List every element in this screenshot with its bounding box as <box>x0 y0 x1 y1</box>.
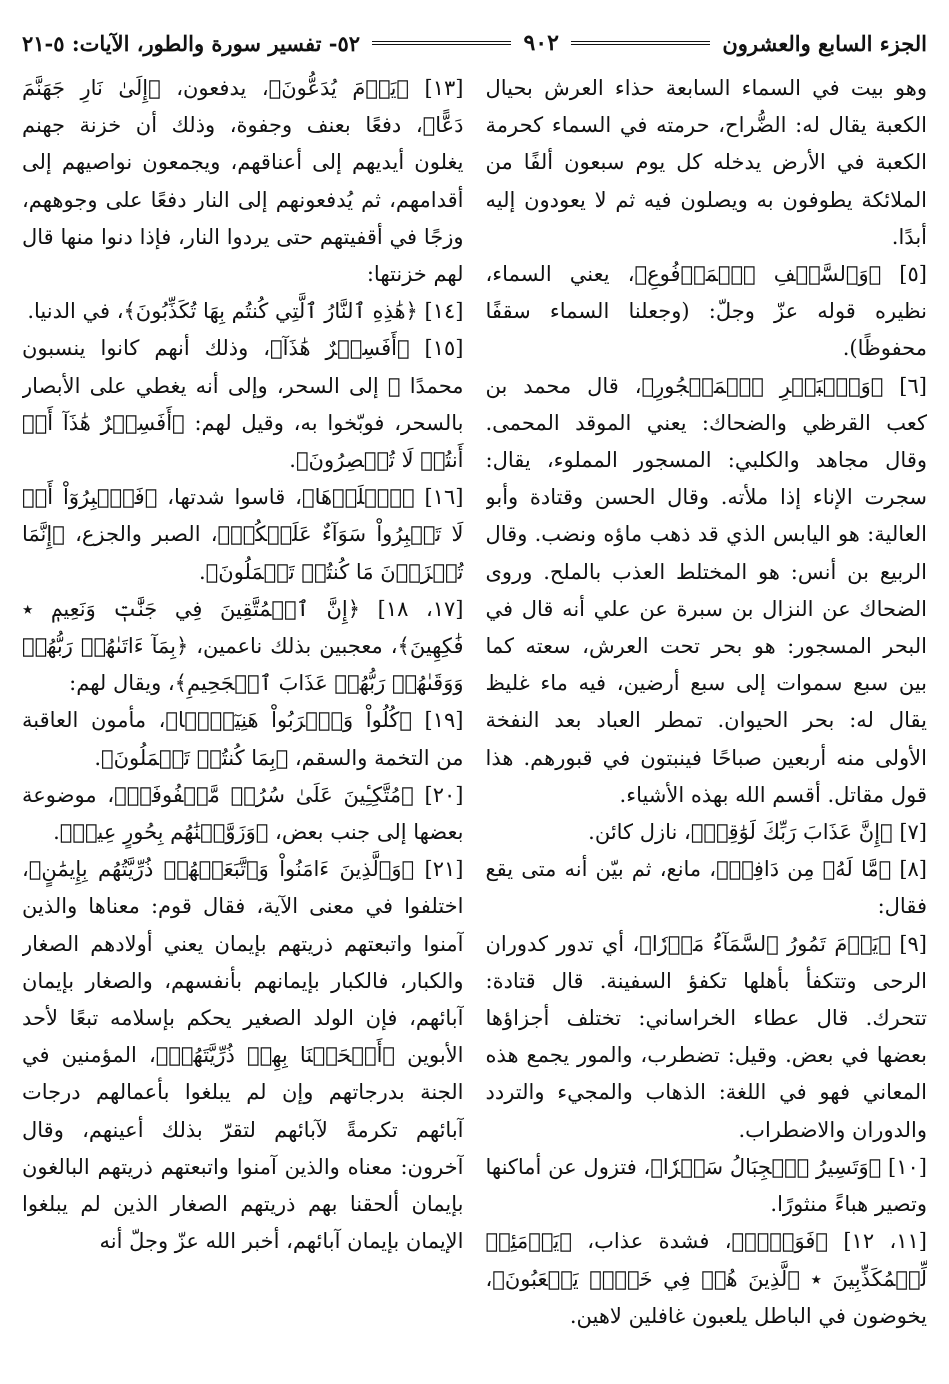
paragraph: [٩] ﴿يَوۡمَ تَمُورُ ٱلسَّمَآءُ مَوۡرٗا﴾، أي تدور كدوران الرحى وتتكفأ بأهلها تكفؤ السفينة. قال قتادة: تتحرك. قال عطاء الخراساني: تختلف أجزاؤها بعضها في بعض. وقيل: تضطرب، والمور يجمع هذه المعاني فهو في اللغة: الذهاب والمجيء والتردد والدوران والاضطراب. <box>485 931 927 1142</box>
paragraph: [١٠] ﴿وَتَسِيرُ ٱلۡجِبَالُ سَيۡرٗا﴾، فتزول عن أماكنها وتصير هباءً منثورًا. <box>485 1154 927 1217</box>
paragraph: [٨] ﴿مَّا لَهُۥ مِن دَافِعٖ﴾، مانع، ثم بيّن أنه متى يقع فقال: <box>485 857 927 919</box>
page-number: ٩٠٢ <box>523 30 559 56</box>
paragraph: [٢١] ﴿وَٱلَّذِينَ ءَامَنُواْ وَٱتَّبَعَتۡهُمۡ ذُرِّيَّتُهُم بِإِيمَٰنٍ﴾، اختلفوا في معنى الآية، فقال قوم: معناها والذين آمنوا واتبعتهم ذريتهم بإيمان يعني أولادهم الصغار والكبار، فالكبار بإيمانهم بأنفسهم، والصغار بإيمان آبائهم، فإن الولد الصغير يحكم بإسلامه تبعًا لأحد الأبوين ﴿أَلۡحَقۡنَا بِهِمۡ ذُرِّيَّتَهُمۡ﴾، المؤمنين في الجنة بدرجاتهم وإن لم يبلغوا بأعمالهم درجات آبائهم تكرمةً لآبائهم لتقرّ بذلك أعينهم، وقال آخرون: معناه والذين آمنوا واتبعتهم ذريتهم البالغون بإيمان ألحقنا بهم ذريتهم الصغار الذين لم يبلغوا الإيمان بإيمان آبائهم، أخبر الله عزّ وجلّ أنه <box>22 857 464 1254</box>
paragraph: [٧] ﴿إِنَّ عَذَابَ رَبِّكَ لَوَٰقِعٞ﴾، نازل كائن. <box>588 820 927 845</box>
paragraph: [١٥] ﴿أَفَسِحۡرٌ هَٰذَآ﴾، وذلك أنهم كانوا ينسبون محمدًا ﷺ إلى السحر، وإلى أنه يغطي على الأبصار بالسحر، فوبّخوا به، وقيل لهم: ﴿أَفَسِحۡرٌ هَٰذَآ أَمۡ أَنتُمۡ لَا تُبۡصِرُونَ﴾. <box>22 336 464 473</box>
header-rule-left <box>372 41 511 45</box>
paragraph: وهو بيت في السماء السابعة حذاء العرش بحيال الكعبة يقال له: الضُّراح، حرمته في السماء كحرمة الكعبة في الأرض يدخله كل يوم سبعون ألفًا من الملائكة يطوفون به ويصلون فيه ثم لا يعودون إليه أبدًا. <box>485 76 927 249</box>
paragraph: [١٣] ﴿يَوۡمَ يُدَعُّونَ﴾، يدفعون، ﴿إِلَىٰ نَارِ جَهَنَّمَ دَعًّا﴾، دفعًا بعنف وجفوة، وذلك أن خزنة جهنم يغلون أيديهم إلى أعناقهم، ويجمعون نواصيهم إلى أقدامهم، ثم يُدفعونهم إلى النار دفعًا على وجوههم، وزجًا في أقفيتهم حتى يردوا النار، فإذا دنوا منها قال لهم خزنتها: <box>22 76 464 287</box>
running-header <box>22 26 927 60</box>
paragraph: [٥] ﴿وَٱلسَّقۡفِ ٱلۡمَرۡفُوعِ﴾، يعني السماء، نظيره قوله عزّ وجلّ: (وجعلنا السماء سقفًا محفوظًا). <box>485 262 927 361</box>
paragraph: [١٩] ﴿كُلُواْ وَٱشۡرَبُواْ هَنِيٓـَٔۢا﴾، مأمون العاقبة من التخمة والسقم، ﴿بِمَا كُنتُمۡ تَعۡمَلُونَ﴾. <box>22 708 464 770</box>
paragraph: [٢٠] ﴿مُتَّكِـِٔينَ عَلَىٰ سُرُرٖ مَّصۡفُوفَةٖ﴾، موضوعة بعضها إلى جنب بعض، ﴿وَزَوَّجۡنَٰهُم بِحُورٍ عِينٖ﴾. <box>22 782 464 845</box>
header-surah-title: ٥٢- تفسير سورة والطور، الآيات: ٥-٢١ <box>21 30 361 56</box>
header-part-title: الجزء السابع والعشرون <box>722 30 927 56</box>
paragraph: [١٧، ١٨] ﴿إِنَّ ٱلۡمُتَّقِينَ فِي جَنَّٰتٖ وَنَعِيمٖ ٭ فَٰكِهِينَ﴾، معجبين بذلك ناعمين، ﴿بِمَآ ءَاتَىٰهُمۡ رَبُّهُمۡ وَوَقَىٰهُمۡ رَبُّهُمۡ عَذَابَ ٱلۡجَحِيمِ﴾، ويقال لهم: <box>22 596 464 696</box>
paragraph: [٦] ﴿وَٱلۡبَحۡرِ ٱلۡمَسۡجُورِ﴾، قال محمد بن كعب القرظي والضحاك: يعني الموقد المحمى. وقال مجاهد والكلبي: المسجور المملوء، يقال: سجرت الإناء إذا ملأته. وقال الحسن وقتادة وأبو العالية: هو اليابس الذي قد ذهب ماؤه ونضب. وقال الربيع بن أنس: هو المختلط العذب بالملح. وروى الضحاك عن النزال بن سبرة عن علي أنه قال في البحر المسجور: هو بحر تحت العرش، سعته كما بين سبع سموات إلى سبع أرضين، فيه ماء غليظ يقال له: بحر الحيوان. تمطر العباد بعد النفخة الأولى منه أربعين صباحًا فينبتون في قبورهم. هذا قول مقاتل. أقسم الله بهذه الأشياء. <box>485 373 927 807</box>
paragraph: [١٤] ﴿هَٰذِهِ ٱلنَّارُ ٱلَّتِي كُنتُم بِهَا تُكَذِّبُونَ﴾، في الدنيا. <box>27 299 464 324</box>
header-rule-right <box>571 41 710 45</box>
paragraph: [١٦] ﴿ٱصۡلَوۡهَا﴾، قاسوا شدتها، ﴿فَٱصۡبِرُوٓاْ أَوۡ لَا تَصۡبِرُواْ سَوَآءٌ عَلَيۡكُمۡ﴾، الصبر والجزع، ﴿إِنَّمَا تُجۡزَوۡنَ مَا كُنتُمۡ تَعۡمَلُونَ﴾. <box>22 485 464 584</box>
left-column <box>22 70 464 1376</box>
right-column <box>486 70 928 1376</box>
paragraph: [١١، ١٢] ﴿فَوَيۡلٞ﴾، فشدة عذاب، ﴿يَوۡمَئِذٖ لِّلۡمُكَذِّبِينَ ٭ ٱلَّذِينَ هُمۡ فِي خَوۡضٖ يَلۡعَبُونَ﴾، يخوضون في الباطل يلعبون غافلين لاهين. <box>485 1229 927 1328</box>
text-columns <box>22 70 927 1376</box>
